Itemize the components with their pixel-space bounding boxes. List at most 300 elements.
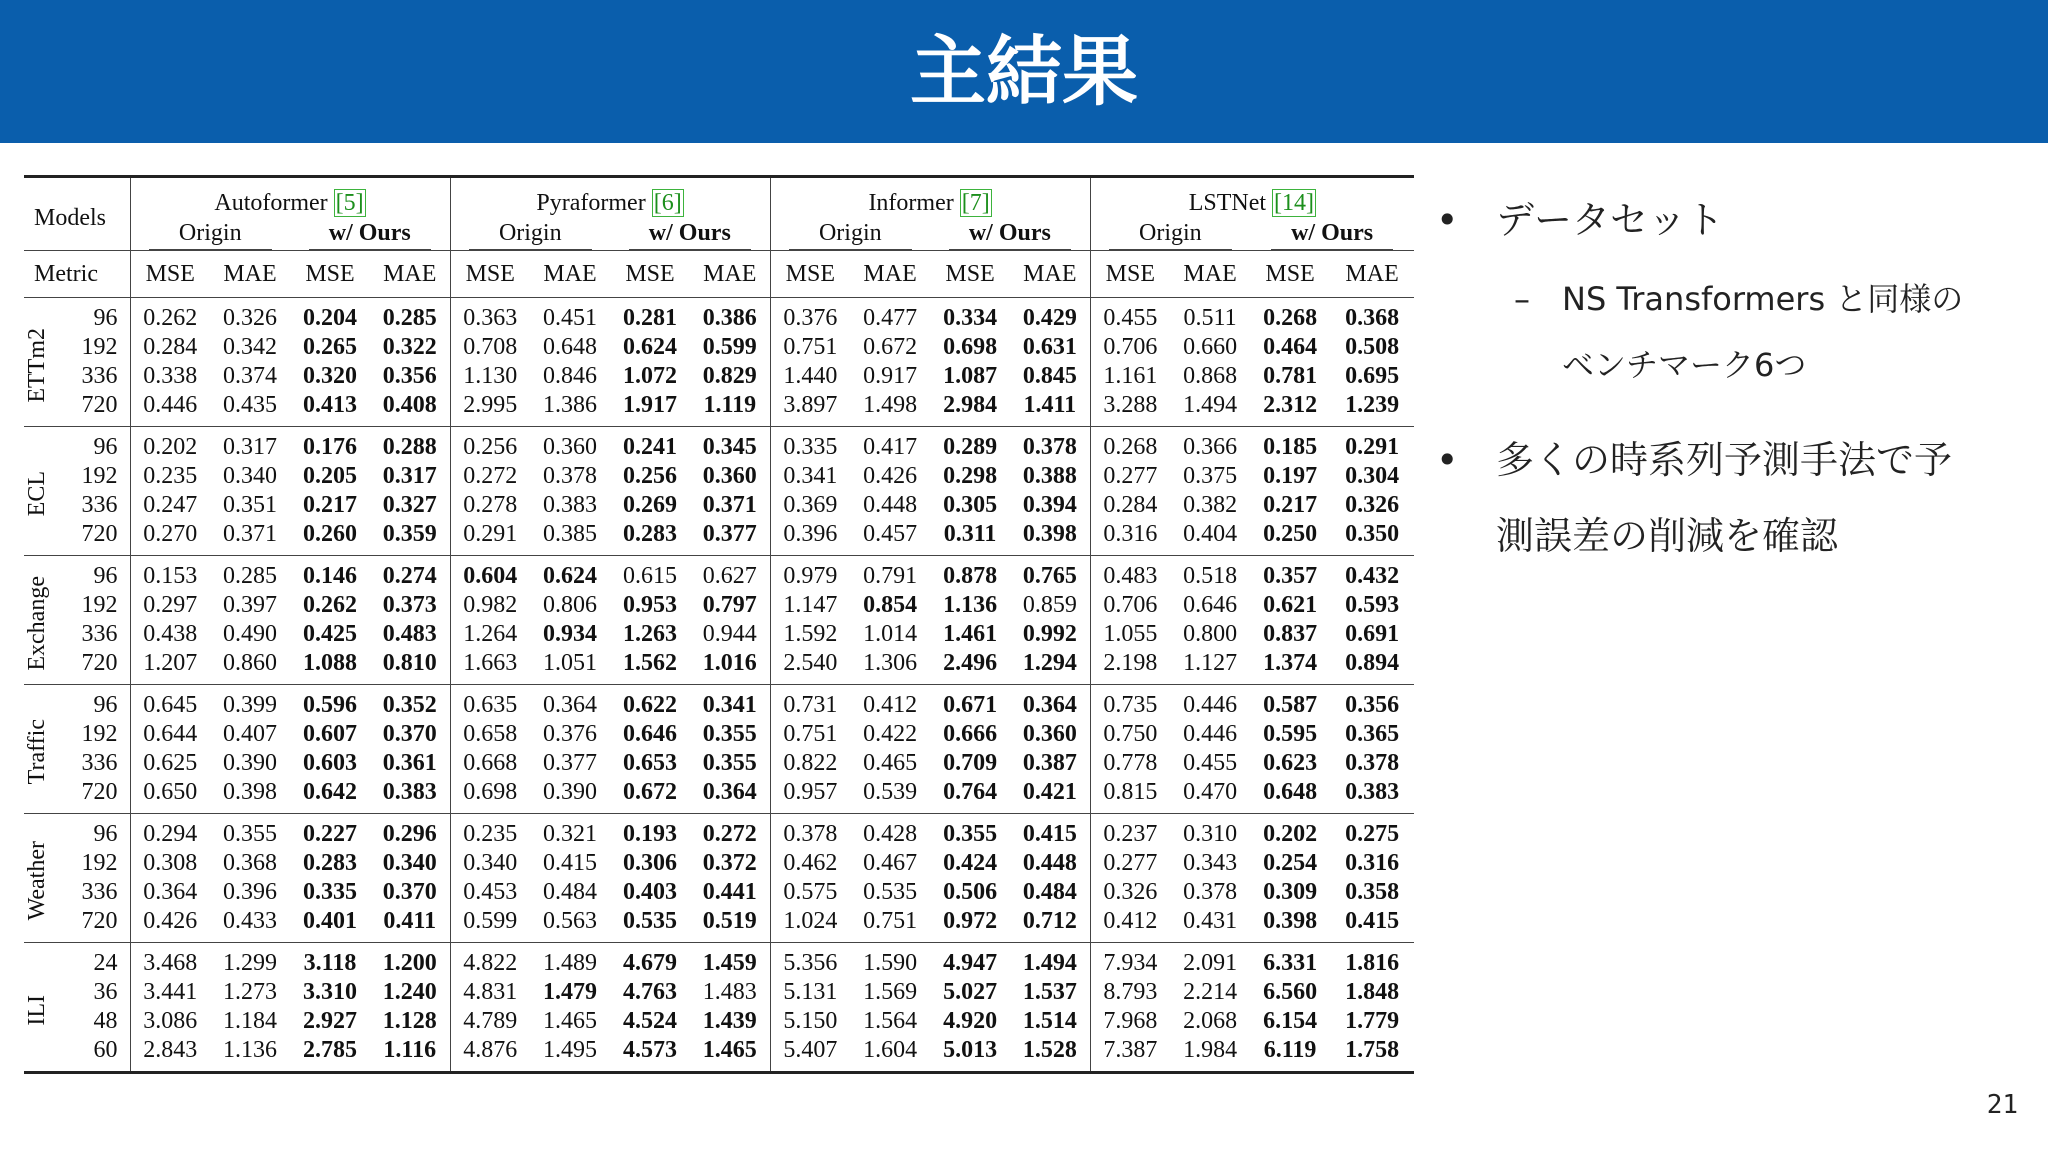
value-cell: 0.370 [382, 721, 437, 747]
metric-header-cell: MSE [930, 251, 1010, 298]
value-cell: 0.751 [770, 720, 850, 749]
value-cell: 1.461 [943, 621, 998, 647]
value-cell: 1.147 [770, 591, 850, 620]
metric-header-cell: MAE [850, 251, 930, 298]
value-cell: 0.398 [1010, 520, 1090, 556]
value-cell: 2.068 [1183, 1008, 1238, 1034]
value-cell: 0.407 [223, 721, 277, 747]
value-cell: 1.184 [223, 1008, 277, 1034]
value-cell: 0.364 [130, 878, 210, 907]
table-body [24, 298, 1414, 1073]
horizon-cell: 96 [93, 305, 118, 331]
value-cell: 0.284 [1090, 491, 1170, 520]
value-cell: 0.706 [1090, 333, 1170, 362]
value-cell: 0.268 [1263, 305, 1318, 331]
value-cell: 0.412 [863, 692, 918, 718]
dataset-label-cell [24, 298, 74, 427]
metric-header-cell: MSE [1250, 251, 1330, 298]
value-cell: 1.014 [863, 621, 918, 647]
value-cell: 0.288 [382, 434, 437, 460]
metric-header-cell: MAE [370, 251, 450, 298]
value-cell: 0.712 [1010, 907, 1090, 943]
table-row [24, 978, 1414, 1007]
value-cell: 0.285 [223, 563, 277, 589]
value-cell: 0.563 [530, 907, 610, 943]
value-cell: 1.087 [943, 363, 998, 389]
value-cell: 0.401 [290, 907, 370, 943]
value-cell: 0.519 [690, 907, 770, 943]
value-cell: 1.127 [1170, 649, 1250, 685]
value-cell: 0.390 [223, 750, 277, 776]
dash-icon: – [1514, 280, 1530, 318]
value-cell: 0.341 [770, 462, 850, 491]
value-cell: 0.375 [1183, 463, 1238, 489]
value-cell: 0.412 [1090, 907, 1170, 943]
citation: [5] [335, 189, 364, 216]
value-cell: 0.341 [702, 692, 757, 718]
metric-header: Metric [24, 251, 130, 298]
value-cell: 2.785 [290, 1036, 370, 1073]
value-cell: 0.241 [623, 434, 678, 460]
value-cell: 0.672 [863, 334, 918, 360]
table-row [24, 778, 1414, 814]
table-row [24, 878, 1414, 907]
value-cell: 0.624 [543, 563, 598, 589]
value-cell: 0.308 [130, 849, 210, 878]
table-row [24, 591, 1414, 620]
model-header-pyraformer [450, 177, 770, 221]
value-cell: 1.411 [1010, 391, 1090, 427]
value-cell: 1.299 [223, 950, 277, 976]
value-cell: 0.378 [543, 463, 598, 489]
value-cell: 0.343 [1183, 850, 1238, 876]
value-cell: 0.731 [770, 685, 850, 721]
value-cell: 0.781 [1263, 363, 1318, 389]
value-cell: 0.351 [223, 492, 277, 518]
value-cell: 0.265 [303, 334, 357, 360]
value-cell: 0.278 [450, 491, 530, 520]
horizon-cell: 720 [74, 391, 130, 427]
table-row [24, 298, 1414, 334]
value-cell: 0.425 [303, 621, 357, 647]
value-cell: 0.448 [1022, 850, 1077, 876]
value-cell: 0.878 [943, 563, 998, 589]
value-cell: 0.666 [943, 721, 998, 747]
value-cell: 0.604 [450, 556, 530, 592]
value-cell: 1.136 [210, 1036, 290, 1073]
value-cell: 4.822 [450, 943, 530, 979]
dataset-name: ETTm2 [24, 327, 50, 403]
horizon-cell: 720 [74, 778, 130, 814]
value-cell: 0.338 [130, 362, 210, 391]
value-cell: 2.091 [1183, 950, 1238, 976]
value-cell: 0.934 [543, 621, 598, 647]
value-cell: 1.116 [370, 1036, 450, 1073]
value-cell: 0.396 [770, 520, 850, 556]
table-row [24, 620, 1414, 649]
value-cell: 1.592 [770, 620, 850, 649]
model-name: Pyraformer [536, 189, 646, 216]
origin-header: Origin [130, 220, 290, 251]
value-cell: 1.240 [382, 979, 437, 1005]
header-row-models [24, 177, 1414, 221]
value-cell: 0.285 [382, 305, 437, 331]
value-cell: 0.751 [850, 907, 930, 943]
value-cell: 0.484 [543, 879, 598, 905]
origin-header: Origin [770, 220, 930, 251]
value-cell: 0.822 [770, 749, 850, 778]
value-cell: 0.435 [210, 391, 290, 427]
bullet-dot-icon: • [1436, 198, 1459, 242]
value-cell: 0.272 [702, 821, 757, 847]
value-cell: 0.438 [130, 620, 210, 649]
value-cell: 0.340 [450, 849, 530, 878]
table-row [24, 427, 1414, 463]
value-cell: 0.621 [1263, 592, 1318, 618]
value-cell: 0.404 [1170, 520, 1250, 556]
dataset-label-cell [24, 943, 74, 1073]
table-row [24, 685, 1414, 721]
value-cell: 0.355 [943, 821, 998, 847]
value-cell: 1.758 [1330, 1036, 1414, 1073]
title-bar [0, 0, 2048, 143]
value-cell: 0.992 [1022, 621, 1077, 647]
value-cell: 0.394 [1022, 492, 1077, 518]
value-cell: 1.128 [382, 1008, 437, 1034]
value-cell: 0.254 [1263, 850, 1318, 876]
value-cell: 1.055 [1090, 620, 1170, 649]
value-cell: 0.646 [1183, 592, 1238, 618]
value-cell: 0.631 [1022, 334, 1077, 360]
value-cell: 0.429 [1022, 305, 1077, 331]
value-cell: 1.264 [450, 620, 530, 649]
value-cell: 0.426 [863, 463, 918, 489]
horizon-cell: 336 [81, 750, 118, 776]
header-row-variants [24, 220, 1414, 251]
bullet-dot-icon: • [1436, 438, 1459, 482]
value-cell: 0.291 [450, 520, 530, 556]
value-cell: 0.297 [130, 591, 210, 620]
header-row-metrics [24, 251, 1414, 298]
ours-header: w/ Ours [610, 220, 770, 251]
value-cell: 1.294 [1010, 649, 1090, 685]
value-cell: 1.917 [610, 391, 690, 427]
ours-header: w/ Ours [290, 220, 450, 251]
value-cell: 0.428 [863, 821, 918, 847]
value-cell: 1.374 [1250, 649, 1330, 685]
value-cell: 0.283 [303, 850, 357, 876]
value-cell: 0.260 [290, 520, 370, 556]
value-cell: 2.198 [1090, 649, 1170, 685]
value-cell: 2.995 [450, 391, 530, 427]
value-cell: 0.342 [223, 334, 277, 360]
value-cell: 0.272 [450, 462, 530, 491]
value-cell: 0.698 [450, 778, 530, 814]
value-cell: 0.350 [1330, 520, 1414, 556]
value-cell: 1.528 [1010, 1036, 1090, 1073]
model-name: Autoformer [214, 189, 328, 216]
metric-header-cell: MAE [210, 251, 290, 298]
table-row [24, 1036, 1414, 1073]
value-cell: 7.934 [1090, 943, 1170, 979]
metric-header-cell: MSE [450, 251, 530, 298]
value-cell: 0.281 [623, 305, 678, 331]
value-cell: 0.368 [223, 850, 277, 876]
metric-header-cell: MSE [610, 251, 690, 298]
value-cell: 0.227 [303, 821, 357, 847]
value-cell: 4.524 [623, 1008, 678, 1034]
value-cell: 0.829 [702, 363, 757, 389]
value-cell: 0.603 [303, 750, 357, 776]
value-cell: 0.982 [450, 591, 530, 620]
value-cell: 0.383 [543, 492, 598, 518]
value-cell: 0.483 [1090, 556, 1170, 592]
value-cell: 0.477 [863, 305, 918, 331]
value-cell: 0.176 [303, 434, 357, 460]
value-cell: 0.627 [702, 563, 757, 589]
horizon-cell: 720 [74, 907, 130, 943]
value-cell: 0.390 [530, 778, 610, 814]
value-cell: 2.496 [930, 649, 1010, 685]
value-cell: 0.778 [1090, 749, 1170, 778]
value-cell: 0.859 [1022, 592, 1077, 618]
value-cell: 1.051 [530, 649, 610, 685]
value-cell: 1.494 [1170, 391, 1250, 427]
value-cell: 0.360 [702, 463, 757, 489]
value-cell: 1.016 [690, 649, 770, 685]
value-cell: 0.642 [290, 778, 370, 814]
value-cell: 0.197 [1263, 463, 1318, 489]
value-cell: 0.596 [303, 692, 357, 718]
value-cell: 0.376 [543, 721, 598, 747]
value-cell: 0.453 [450, 878, 530, 907]
value-cell: 0.283 [610, 520, 690, 556]
table-row [24, 333, 1414, 362]
value-cell: 0.462 [770, 849, 850, 878]
table-row [24, 491, 1414, 520]
value-cell: 0.387 [1022, 750, 1077, 776]
value-cell: 0.304 [1345, 463, 1400, 489]
table-row [24, 814, 1414, 850]
value-cell: 3.897 [770, 391, 850, 427]
value-cell: 0.373 [382, 592, 437, 618]
horizon-cell: 96 [93, 563, 118, 589]
value-cell: 0.364 [543, 692, 598, 718]
value-cell: 0.411 [370, 907, 450, 943]
value-cell: 2.214 [1183, 979, 1238, 1005]
value-cell: 1.494 [1022, 950, 1077, 976]
value-cell: 0.317 [382, 463, 437, 489]
value-cell: 0.202 [130, 427, 210, 463]
horizon-cell: 96 [93, 692, 118, 718]
value-cell: 0.396 [223, 879, 277, 905]
value-cell: 0.356 [1345, 692, 1400, 718]
value-cell: 0.355 [223, 821, 277, 847]
value-cell: 1.537 [1022, 979, 1077, 1005]
value-cell: 1.306 [850, 649, 930, 685]
value-cell: 0.262 [303, 592, 357, 618]
value-cell: 0.518 [1183, 563, 1238, 589]
value-cell: 0.979 [770, 556, 850, 592]
value-cell: 6.560 [1263, 979, 1318, 1005]
value-cell: 1.483 [702, 979, 757, 1005]
value-cell: 4.763 [623, 979, 678, 1005]
value-cell: 2.312 [1250, 391, 1330, 427]
horizon-cell: 36 [93, 979, 118, 1005]
value-cell: 1.779 [1345, 1008, 1400, 1034]
value-cell: 0.535 [610, 907, 690, 943]
value-cell: 0.378 [1183, 879, 1238, 905]
value-cell: 0.535 [863, 879, 918, 905]
value-cell: 0.340 [382, 850, 437, 876]
value-cell: 0.277 [1090, 462, 1170, 491]
table-row [24, 462, 1414, 491]
value-cell: 0.378 [1345, 750, 1400, 776]
value-cell: 0.432 [1345, 563, 1400, 589]
value-cell: 0.235 [130, 462, 210, 491]
value-cell: 0.146 [303, 563, 357, 589]
value-cell: 0.386 [702, 305, 757, 331]
value-cell: 0.326 [223, 305, 277, 331]
value-cell: 1.239 [1330, 391, 1414, 427]
horizon-cell: 96 [93, 821, 118, 847]
value-cell: 1.569 [863, 979, 918, 1005]
ours-header: w/ Ours [930, 220, 1090, 251]
metric-header-cell: MAE [1330, 251, 1414, 298]
value-cell: 1.465 [543, 1008, 598, 1034]
value-cell: 0.397 [223, 592, 277, 618]
value-cell: 7.968 [1090, 1007, 1170, 1036]
value-cell: 0.357 [1263, 563, 1318, 589]
value-cell: 0.403 [623, 879, 678, 905]
value-cell: 0.750 [1090, 720, 1170, 749]
metric-header-cell: MSE [770, 251, 850, 298]
value-cell: 3.441 [130, 978, 210, 1007]
value-cell: 0.415 [543, 850, 598, 876]
value-cell: 4.947 [943, 950, 998, 976]
value-cell: 0.408 [370, 391, 450, 427]
value-cell: 0.765 [1022, 563, 1077, 589]
value-cell: 4.876 [450, 1036, 530, 1073]
value-cell: 0.810 [370, 649, 450, 685]
value-cell: 5.356 [770, 943, 850, 979]
value-cell: 0.340 [223, 463, 277, 489]
value-cell: 0.635 [450, 685, 530, 721]
dataset-label-cell [24, 556, 74, 685]
value-cell: 0.383 [1330, 778, 1414, 814]
value-cell: 1.495 [530, 1036, 610, 1073]
value-cell: 0.334 [943, 305, 998, 331]
value-cell: 0.372 [702, 850, 757, 876]
value-cell: 0.306 [623, 850, 678, 876]
table-row [24, 649, 1414, 685]
value-cell: 0.289 [943, 434, 998, 460]
value-cell: 0.368 [1345, 305, 1400, 331]
value-cell: 0.860 [210, 649, 290, 685]
value-cell: 0.735 [1090, 685, 1170, 721]
value-cell: 0.446 [130, 391, 210, 427]
value-cell: 0.815 [1090, 778, 1170, 814]
value-cell: 5.150 [770, 1007, 850, 1036]
horizon-cell: 96 [93, 434, 118, 460]
value-cell: 0.202 [1263, 821, 1318, 847]
value-cell: 0.422 [863, 721, 918, 747]
value-cell: 0.646 [623, 721, 678, 747]
value-cell: 0.421 [1010, 778, 1090, 814]
value-cell: 0.250 [1250, 520, 1330, 556]
value-cell: 0.383 [370, 778, 450, 814]
value-cell: 5.407 [770, 1036, 850, 1073]
value-cell: 0.317 [223, 434, 277, 460]
value-cell: 0.360 [1022, 721, 1077, 747]
value-cell: 0.706 [1090, 591, 1170, 620]
value-cell: 0.653 [623, 750, 678, 776]
value-cell: 0.326 [1345, 492, 1400, 518]
value-cell: 0.415 [1330, 907, 1414, 943]
value-cell: 0.917 [863, 363, 918, 389]
value-cell: 0.274 [382, 563, 437, 589]
value-cell: 0.270 [130, 520, 210, 556]
value-cell: 0.311 [930, 520, 1010, 556]
model-name: LSTNet [1188, 189, 1267, 216]
value-cell: 4.573 [610, 1036, 690, 1073]
value-cell: 0.658 [450, 720, 530, 749]
value-cell: 0.511 [1183, 305, 1237, 331]
dataset-label-cell [24, 427, 74, 556]
model-header-informer [770, 177, 1090, 221]
value-cell: 0.398 [210, 778, 290, 814]
value-cell: 0.382 [1183, 492, 1238, 518]
value-cell: 0.360 [543, 434, 598, 460]
value-cell: 0.868 [1183, 363, 1238, 389]
value-cell: 1.604 [850, 1036, 930, 1073]
value-cell: 3.310 [303, 979, 357, 1005]
value-cell: 4.831 [450, 978, 530, 1007]
value-cell: 0.599 [702, 334, 757, 360]
value-cell: 8.793 [1090, 978, 1170, 1007]
value-cell: 0.464 [1263, 334, 1318, 360]
value-cell: 0.650 [130, 778, 210, 814]
value-cell: 0.615 [623, 563, 678, 589]
value-cell: 0.953 [623, 592, 678, 618]
value-cell: 6.119 [1250, 1036, 1330, 1073]
horizon-cell: 192 [81, 592, 118, 618]
value-cell: 0.356 [382, 363, 437, 389]
value-cell: 0.377 [543, 750, 598, 776]
value-cell: 4.789 [450, 1007, 530, 1036]
value-cell: 0.291 [1345, 434, 1400, 460]
value-cell: 0.448 [863, 492, 918, 518]
value-cell: 1.439 [702, 1008, 757, 1034]
value-cell: 0.644 [130, 720, 210, 749]
metric-header-cell: MAE [530, 251, 610, 298]
horizon-cell: 48 [93, 1008, 118, 1034]
metric-header-cell: MAE [1010, 251, 1090, 298]
value-cell: 0.361 [382, 750, 437, 776]
value-cell: 0.217 [303, 492, 357, 518]
value-cell: 1.130 [450, 362, 530, 391]
value-cell: 0.470 [1170, 778, 1250, 814]
value-cell: 1.119 [690, 391, 770, 427]
value-cell: 0.321 [543, 821, 598, 847]
value-cell: 0.671 [943, 692, 998, 718]
value-cell: 3.086 [130, 1007, 210, 1036]
table-row [24, 749, 1414, 778]
value-cell: 0.455 [1090, 298, 1170, 334]
dataset-label-cell [24, 685, 74, 814]
value-cell: 0.575 [770, 878, 850, 907]
value-cell: 0.345 [702, 434, 757, 460]
